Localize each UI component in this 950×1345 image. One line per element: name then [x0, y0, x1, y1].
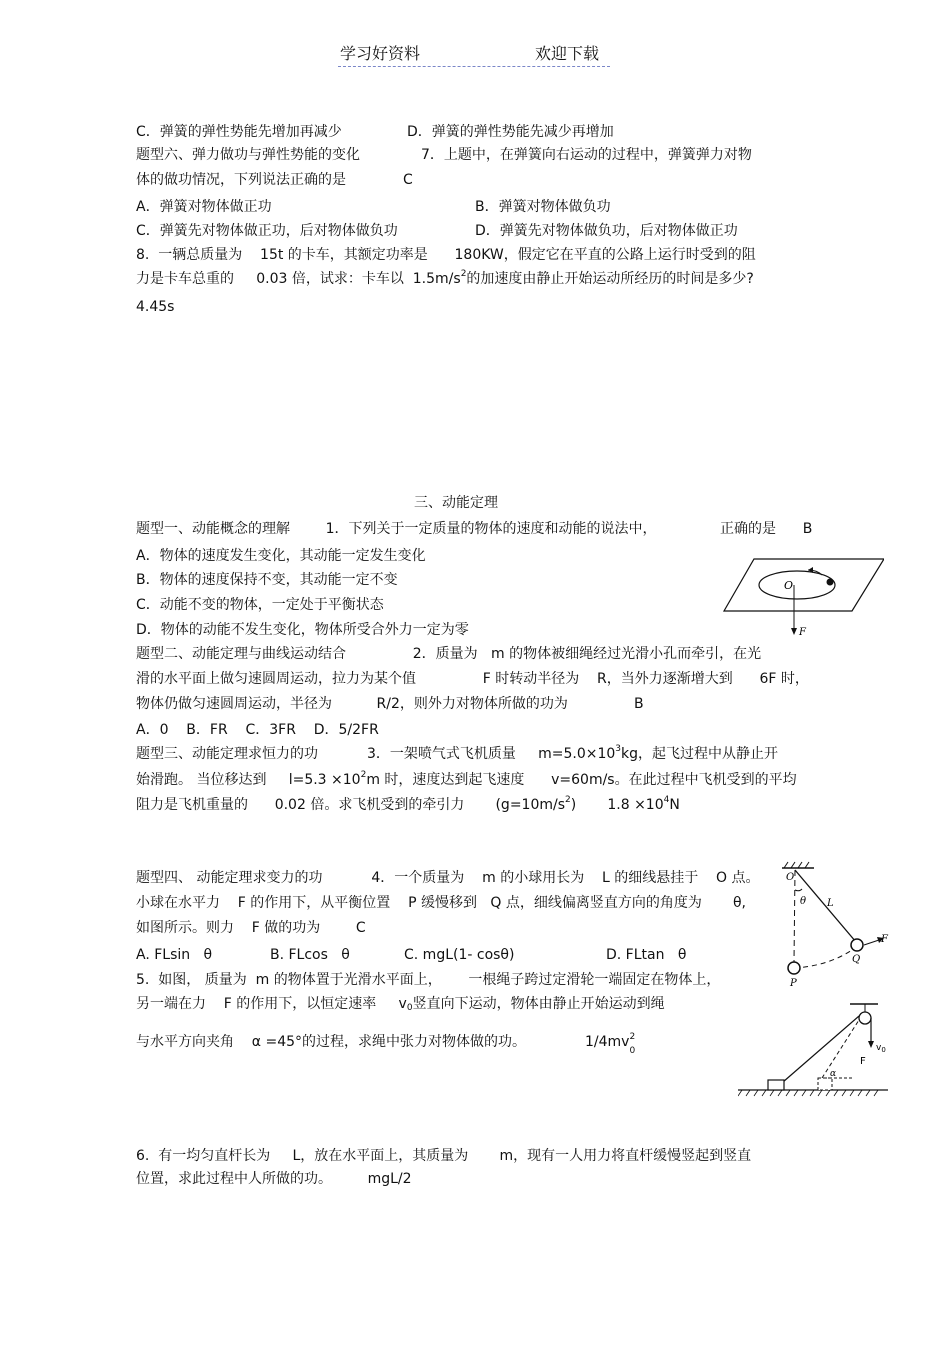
arrow-head [791, 628, 797, 635]
option: D．弹簧先对物体做负功，后对物体做正功 [475, 223, 738, 239]
text-line: 题型四、 动能定理求变力的功 4．一个质量为 m 的小球用长为 L 的细线悬挂于 O 点。 [136, 870, 760, 886]
text-line: 题型六、弹力做功与弹性势能的变化 [136, 147, 360, 163]
object-dot [827, 579, 834, 586]
question-5: 5. 如图， 质量为 m 的物体置于光滑水平面上， 一根绳子跨过定滑轮一端固定在物体上， [136, 972, 721, 988]
question-6: 6. 有一均匀直杆长为 L，放在水平面上，其质量为 m，现有一人用力将直杆缓慢竖起到竖直 [136, 1148, 752, 1164]
text-line: 7．上题中，在弹簧向右运动的过程中，弹簧弹力对物 [421, 147, 752, 163]
vertical-dashed [794, 870, 795, 962]
ball-P [788, 962, 800, 974]
text-line [136, 995, 665, 1013]
option: A．弹簧对物体做正功 [136, 199, 272, 215]
hatch [791, 862, 795, 868]
text-line: 位置，求此过程中人所做的功。 mgL/2 [136, 1171, 412, 1187]
text-line: 物体仍做匀速圆周运动，半径为 R/2，则外力对物体所做的功为 [136, 696, 568, 712]
option: C. mgL(1- cosθ) [404, 947, 515, 963]
text-line [136, 745, 778, 763]
option: C．弹簧先对物体做正功，后对物体做负功 [136, 223, 398, 239]
text-part: N [669, 797, 680, 813]
subscript: 0 [406, 1003, 413, 1013]
text-part: 1/4mv [585, 1034, 630, 1050]
text-part: ) 1.8 ×10 [570, 797, 664, 813]
text-line: 题型二、动能定理与曲线运动结合 2．质量为 m 的物体被细绳经过光滑小孔而牵引，在光 [136, 646, 762, 662]
question-8: 8. 一辆总质量为 15t 的卡车，其额定功率是 180KW，假定它在平直的公路上运行时受到的阻 [136, 247, 756, 263]
text-part: 力是卡车总重的 0.03 倍，试求：卡车以 1.5m/s [136, 271, 461, 287]
option: C．动能不变的物体，一定处于平衡状态 [136, 597, 384, 613]
text-line: D．弹簧的弹性势能先减少再增加 [407, 124, 614, 140]
block-end [818, 1078, 832, 1090]
label-P: P [790, 978, 797, 988]
option: D．物体的动能不发生变化，物体所受合外力一定为零 [136, 622, 469, 638]
option: B. FLcos θ [270, 947, 350, 963]
text-line: C．弹簧的弹性势能先增加再减少 [136, 124, 342, 140]
option: A. FLsin θ [136, 947, 213, 963]
answer [585, 1032, 637, 1056]
hatch [798, 862, 802, 868]
label-L: L [827, 898, 834, 909]
rope-dashed [822, 1020, 859, 1078]
hatch [805, 862, 809, 868]
orbit-ellipse [759, 571, 835, 599]
text-line: 体的做功情况，下列说法正确的是 [136, 172, 346, 188]
path-arc [794, 950, 852, 968]
plane-outline [724, 559, 884, 611]
text-part: 另一端在力 F 的作用下，以恒定速率 v [136, 996, 407, 1012]
text-line: 题型一、动能概念的理解 1．下列关于一定质量的物体的速度和动能的说法中， [136, 521, 657, 537]
answer: C [403, 172, 413, 188]
superscript: 4 [663, 795, 670, 805]
header-divider [338, 66, 610, 67]
superscript: 2 [565, 795, 571, 805]
superscript: 2 [629, 1032, 636, 1042]
text-line: 小球在水平力 F 的作用下，从平衡位置 P 缓慢移到 Q 点，细线偏离竖直方向的角度为 θ, [136, 895, 746, 911]
figure-circular-motion [722, 555, 884, 641]
block-start [768, 1080, 784, 1090]
label-v0 [876, 1043, 886, 1054]
hatch [784, 862, 788, 868]
answer: 4.45s [136, 299, 175, 315]
answer: B [634, 696, 644, 712]
option: B．物体的速度保持不变，其动能一定不变 [136, 572, 398, 588]
text-part: m 时，速度达到起飞速度 v=60m/s。在此过程中飞机受到的平均 [366, 772, 797, 788]
text-part: 阻力是飞机重量的 0.02 倍。求飞机受到的牵引力 (g=10m/s [136, 797, 566, 813]
arrow-head [868, 1041, 874, 1048]
figure-pendulum [778, 858, 893, 988]
ball-Q [851, 939, 863, 951]
label-Q: Q [852, 954, 861, 965]
superscript: 2 [360, 770, 367, 780]
text-line [136, 270, 754, 288]
rope-solid [783, 1016, 859, 1082]
text-line: 与水平方向夹角 α =45°的过程，求绳中张力对物体做的功。 [136, 1034, 527, 1050]
figure-pulley [738, 1000, 888, 1100]
label-O: O [784, 579, 794, 592]
header-left: 学习好资料 [340, 44, 421, 63]
pulley-wheel [859, 1012, 871, 1024]
text-part: 始滑跑。 当位移达到 l=5.3 ×10 [136, 772, 361, 788]
label-theta: θ [800, 896, 807, 907]
text-line [136, 771, 797, 789]
option: A．物体的速度发生变化，其动能一定发生变化 [136, 548, 426, 564]
superscript: 2 [460, 269, 467, 279]
options-row: A．0 B．FR C．3FR D．5/2FR [136, 722, 379, 738]
text-line: 如图所示。则力 F 做的功为 C [136, 920, 366, 936]
text-line: 滑的水平面上做匀速圆周运动，拉力为某个值 F 时转动半径为 R，当外力逐渐增大到 6F 时， [136, 671, 809, 687]
section-title: 三、动能定理 [414, 495, 498, 511]
option: D. FLtan θ [606, 947, 687, 963]
angle-arc [795, 889, 802, 891]
label-F: F [860, 1056, 866, 1067]
label-v0-sub: 0 [881, 1046, 886, 1054]
sub-sup-stack [629, 1032, 637, 1056]
text-part: 的加速度由静止开始运动所经历的时间是多少? [466, 271, 754, 287]
label-O: O [786, 872, 795, 883]
subscript: 0 [629, 1046, 636, 1056]
label-F: F [881, 934, 888, 945]
header-right: 欢迎下载 [535, 44, 600, 63]
text-line [136, 796, 680, 814]
ground-hatch [738, 1090, 878, 1096]
label-F: F [799, 627, 806, 638]
text-part: kg，起飞过程中从静止开 [621, 746, 779, 762]
option: B．弹簧对物体做负功 [475, 199, 611, 215]
text-part: 题型三、动能定理求恒力的功 3．一架喷气式飞机质量 m=5.0×10 [136, 746, 616, 762]
label-v: v [876, 1043, 882, 1053]
text-part: 竖直向下运动，物体由静止开始运动到绳 [412, 996, 665, 1012]
answer: 正确的是 B [720, 521, 813, 537]
label-alpha: α [830, 1069, 837, 1079]
superscript: 3 [615, 744, 622, 754]
